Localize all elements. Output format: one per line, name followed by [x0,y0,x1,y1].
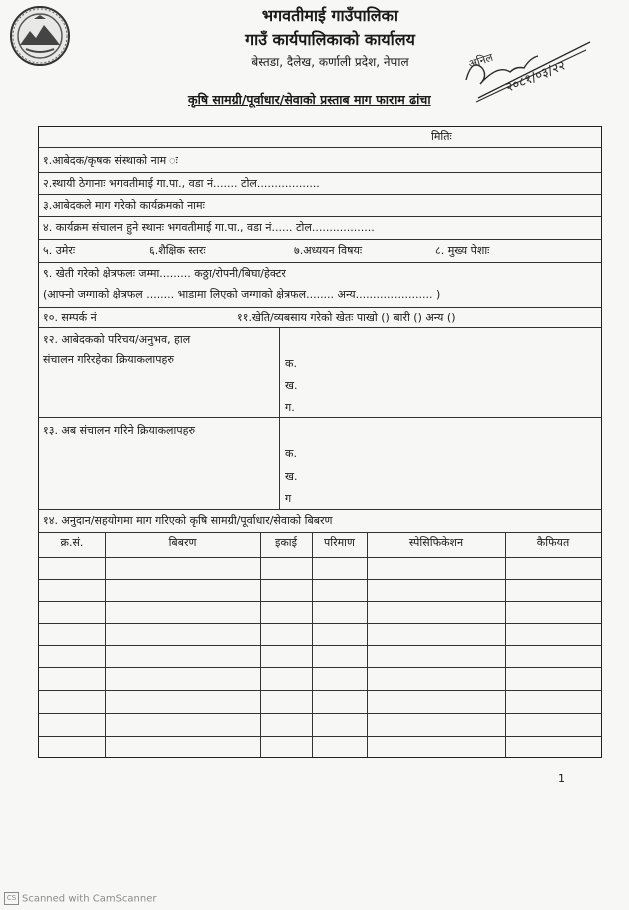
contact-number-field: १०. सम्पर्क नं [43,311,97,324]
office-address: बेस्तडा, दैलेख, कर्णाली प्रदेश, नेपाल [251,55,409,69]
col-unit: इकाई [274,536,298,549]
permanent-address-field: २.स्थायी ठेगानाः भगवतीमाई गा.पा., वडा नं....... टोल.................. [43,177,320,190]
col-remarks: कैफियत [536,536,570,549]
form-title: कृषि सामग्री/पूर्वाधार/सेवाको प्रस्ताब माग फाराम ढांचा [188,92,431,107]
planned-item-ga: ग [285,492,292,505]
study-subject-field: ७.अध्ययन विषयः [294,244,363,257]
planned-activities-label: १३. अब संचालन गरिने क्रियाकलापहरु [43,424,196,437]
page-number: 1 [558,772,565,785]
col-specification: स्पेसिफिकेशन [408,536,464,549]
intro-item-ka: क. [285,357,297,370]
main-occupation-field: ८. मुख्य पेशाः [435,244,490,257]
grant-request-label: १४. अनुदान/सहयोगमा माग गरिएको कृषि सामग्री/पूर्वाधार/सेवाको बिबरण [43,514,333,527]
signature-name: अनिल [466,50,495,71]
date-label: मितिः [431,130,452,143]
camscanner-icon: CS [4,892,19,905]
municipality-name: भगवतीमाई गाउँपालिका [261,6,399,25]
applicant-name-field: १.आबेदक/कृषक संस्थाको नाम ः [43,154,178,167]
cultivated-area-field: ९. खेती गरेको क्षेत्रफलः जम्मा......... कठ्ठा/रोपनी/बिघा/हेक्टर [43,267,286,280]
program-location-field: ४. कार्यक्रम संचालन हुने स्थानः भगवतीमाई गा.पा., वडा नं...... टोल.................. [43,221,375,234]
handwritten-signature [458,28,598,108]
signature-date: २०८१/०३/२२ [503,58,568,96]
intro-item-ga: ग. [285,401,295,414]
col-description: बिबरण [168,536,197,549]
education-level-field: ६.शैक्षिक स्तरः [149,244,206,257]
scanner-text: Scanned with CamScanner [22,893,157,905]
applicant-intro-label-2: संचालन गरिरहेका क्रियाकलापहरु [43,353,174,366]
municipality-emblem-icon [8,5,72,67]
requested-program-field: ३.आबेदकले माग गरेको कार्यक्रमको नामः [43,199,205,212]
application-form [38,126,602,758]
farm-type-field: ११.खेति/व्यबसाय गरेको खेतः पाखो () बारी () अन्य () [237,311,456,324]
col-quantity: परिमाण [324,536,355,549]
col-serial-number: क्र.सं. [60,536,84,549]
planned-item-kha: ख. [285,470,298,483]
applicant-intro-label: १२. आबेदकको परिचय/अनुभव, हाल [43,333,191,346]
scanner-watermark [4,892,157,905]
intro-item-kha: ख. [285,379,298,392]
age-field: ५. उमेरः [43,244,76,257]
land-area-details: (आफ्नो जग्गाको क्षेत्रफल ........ भाडामा लिएको जग्गाको क्षेत्रफल........ अन्य...................... ) [43,288,441,301]
planned-item-ka: क. [285,447,297,460]
office-name: गाउँ कार्यपालिकाको कार्यालय [245,30,415,49]
